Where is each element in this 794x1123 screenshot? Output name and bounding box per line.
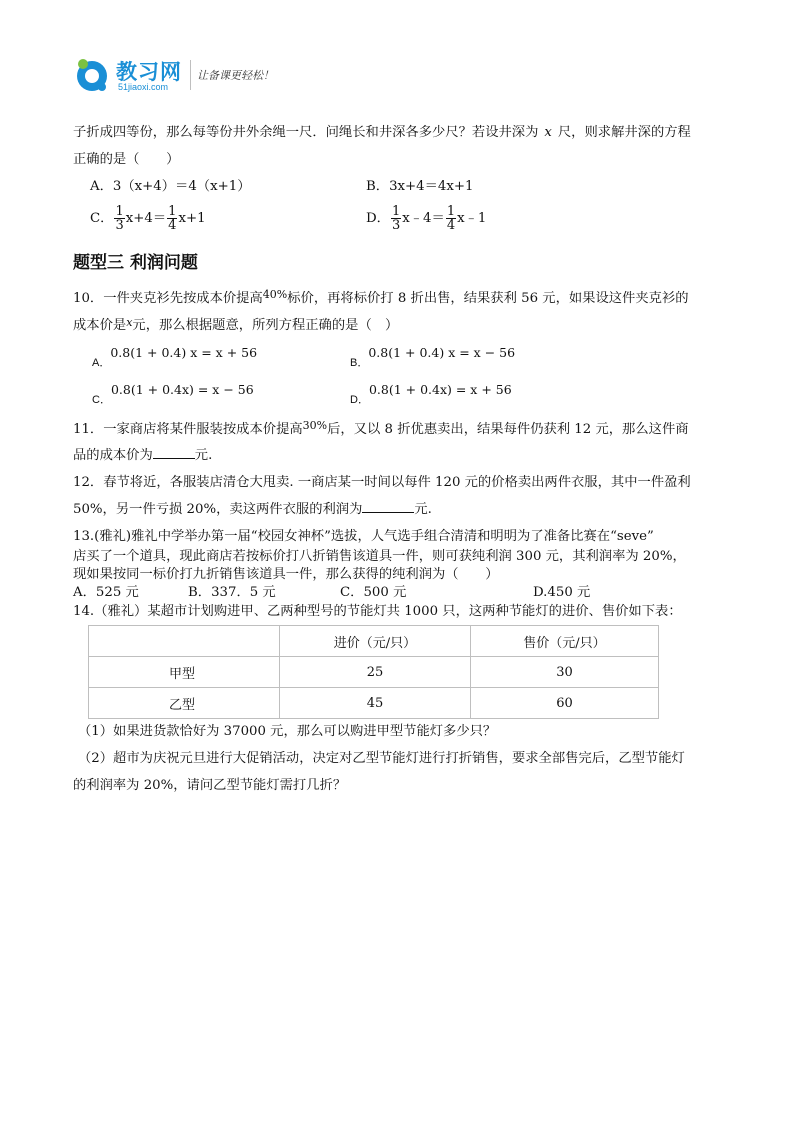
answer-blank bbox=[153, 445, 195, 459]
table-cell: 乙型 bbox=[89, 688, 280, 719]
q14-intro: 14.（雅礼）某超市计划购进甲、乙两种型号的节能灯共 1000 只，这两种节能灯的进价、售价如下表： bbox=[73, 604, 682, 619]
logo-url-text: 51jiaoxi.com bbox=[118, 82, 169, 92]
table-header-cell: 售价（元/只） bbox=[471, 626, 659, 657]
q12-line1: 12．春节将近，各服装店清仓大甩卖. 一商店某一时间以每件 120 元的价格卖出两件衣服，其中一件盈利 bbox=[73, 475, 691, 490]
table-cell: 甲型 bbox=[89, 657, 280, 688]
q9-line1: 子折成四等份，那么每等份井外余绳一尺．问绳长和井深各多少尺？若设井深为 x 尺，则求解井深的方程 bbox=[73, 125, 691, 140]
q11-line1: 11．一家商店将某件服装按成本价提高$^{30\%}$后，又以 8 折优惠卖出，结果每件仍获利 12 元，那么这件商 bbox=[73, 419, 689, 437]
q10-option-d: $_{D.}$0.8(1 + 0.4x) = x + 56 bbox=[350, 382, 512, 406]
table-header-cell bbox=[89, 626, 280, 657]
q10-line1: 10．一件夹克衫先按成本价提高$^{40\%}$标价，再将标价打 8 折出售，结果获利 56 元，如果设这件夹克衫的 bbox=[73, 288, 689, 306]
q14-sub2-line1: （2）超市为庆祝元旦进行大促销活动，决定对乙型节能灯进行打折销售，要求全部售完后，乙型节能灯 bbox=[78, 751, 685, 766]
price-table bbox=[88, 625, 659, 719]
table-row bbox=[89, 688, 659, 719]
q9-option-d: D． $\frac{1}{3}$ x﹣4＝ $\frac{1}{4}$ x﹣1 bbox=[366, 204, 487, 233]
fraction: $\frac{1}{4}$ bbox=[446, 204, 456, 233]
q13-option-d: D.450 元 bbox=[533, 585, 591, 600]
q11-line2: 品的成本价为 元. bbox=[73, 444, 212, 463]
q13-line2: 店买了一个道具，现此商店若按标价打八折销售该道具一件，则可获纯利润 300 元，其利润率为 20%， bbox=[73, 549, 686, 564]
q13-option-c: C．500 元 bbox=[340, 585, 407, 600]
table-header-cell: 进价（元/只） bbox=[280, 626, 471, 657]
q14-sub1: （1）如果进货款恰好为 37000 元，那么可以购进甲型节能灯多少只？ bbox=[78, 724, 497, 739]
q10-option-b: $_{B.}$0.8(1 + 0.4) x = x − 56 bbox=[350, 345, 516, 369]
table-cell: 45 bbox=[280, 688, 471, 719]
logo-slogan: 让备课更轻松！ bbox=[197, 69, 274, 82]
q13-option-a: A．525 元 bbox=[73, 585, 139, 600]
fraction: $\frac{1}{4}$ bbox=[168, 204, 177, 233]
section-heading: 题型三 利润问题 bbox=[73, 253, 198, 273]
q9-line2: 正确的是（ ） bbox=[73, 152, 180, 167]
table-cell: 60 bbox=[471, 688, 659, 719]
table-cell: 25 bbox=[280, 657, 471, 688]
q9-option-c: C． $\frac{1}{3}$ x+4＝ $\frac{1}{4}$ x+1 bbox=[90, 204, 206, 233]
q9-option-a: A．3（x+4）＝4（x+1） bbox=[90, 179, 251, 194]
q10-line2: 成本价是$^x$元，那么根据题意，所列方程正确的是（ ） bbox=[73, 316, 399, 333]
table-row bbox=[89, 657, 659, 688]
q9-option-b: B．3x+4＝4x+1 bbox=[366, 179, 474, 194]
q10-option-c: $_{C.}$0.8(1 + 0.4x) = x − 56 bbox=[92, 382, 254, 406]
fraction: $\frac{1}{3}$ bbox=[115, 204, 124, 233]
logo-brand-text: 教习网 bbox=[116, 60, 182, 84]
site-logo bbox=[72, 54, 302, 98]
logo-mark-icon bbox=[72, 56, 112, 94]
q13-line1: 13.(雅礼)雅礼中学举办第一届“校园女神杯”选拔，人气选手组合清清和明明为了准备比赛在“seve” bbox=[73, 529, 654, 544]
q12-line2: 50%，另一件亏损 20%，卖这两件衣服的利润为 元. bbox=[73, 498, 432, 517]
q14-sub2-line2: 的利润率为 20%，请问乙型节能灯需打几折？ bbox=[73, 778, 347, 793]
table-cell: 30 bbox=[471, 657, 659, 688]
q10-option-a: $_{A.}$0.8(1 + 0.4) x = x + 56 bbox=[92, 345, 258, 369]
q13-option-b: B．337．5 元 bbox=[188, 585, 276, 600]
table-header-row bbox=[89, 626, 659, 657]
answer-blank bbox=[362, 499, 414, 513]
fraction: $\frac{1}{3}$ bbox=[391, 204, 401, 233]
logo-divider bbox=[190, 60, 191, 90]
q13-line3: 现如果按同一标价打九折销售该道具一件，那么获得的纯利润为（ ） bbox=[73, 567, 499, 582]
